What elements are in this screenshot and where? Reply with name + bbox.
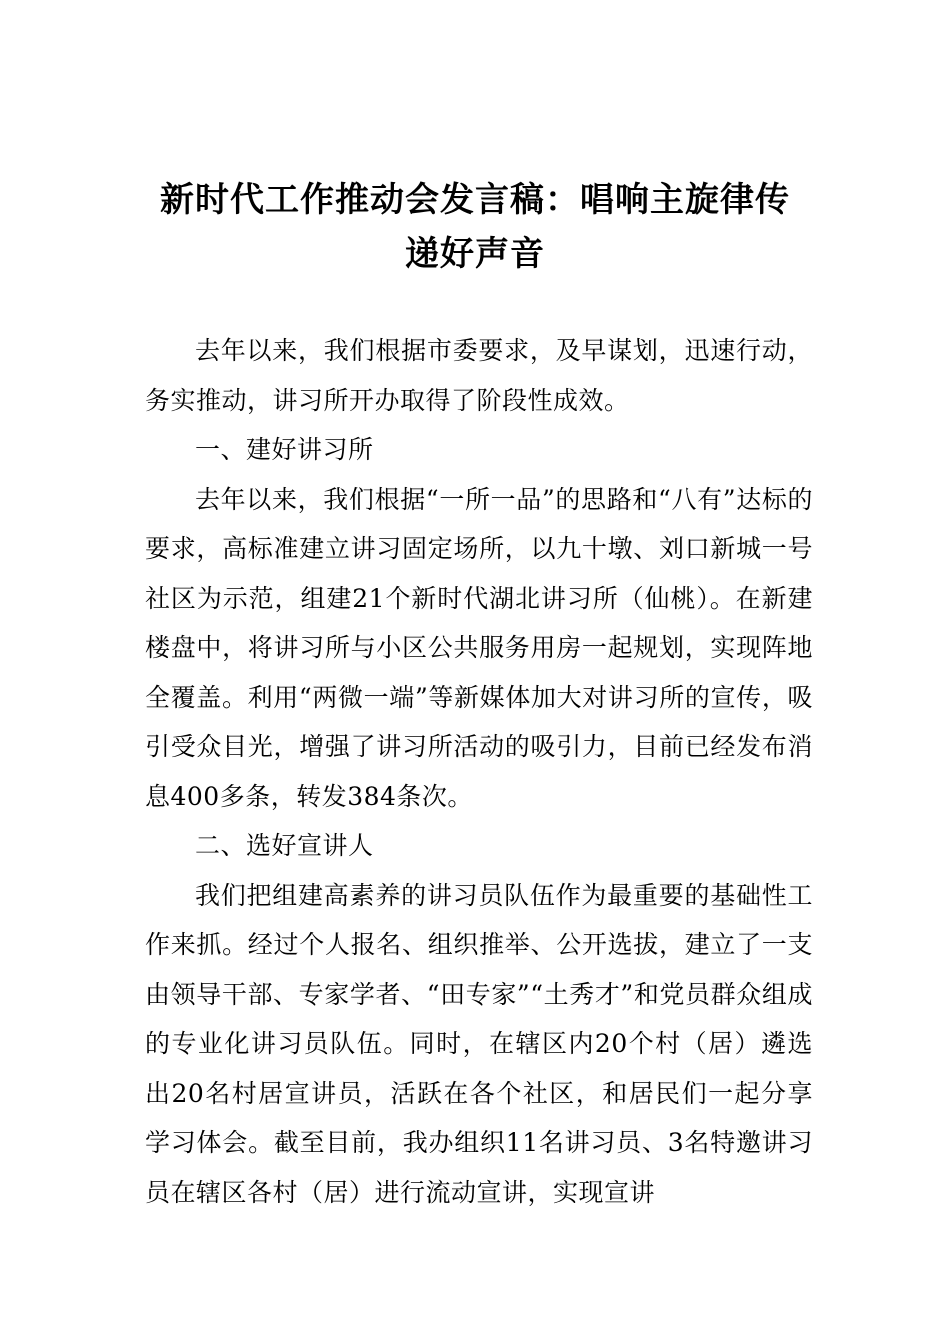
section-1-paragraph: 去年以来，我们根据“一所一品”的思路和“八有”达标的要求，高标准建立讲习固定场所，以九十墩、刘口新城一号社区为示范，组建21个新时代湖北讲习所（仙桃）。在新建楼盘中，将讲习所与小区公共服务用房一起规划，实现阵地全覆盖。利用“两微一端”等新媒体加大对讲习所的宣传，吸引受众目光，增强了讲习所活动的吸引力，目前已经发布消息400多条，转发384条次。 bbox=[145, 484, 814, 811]
section-2-paragraph: 我们把组建高素养的讲习员队伍作为最重要的基础性工作来抓。经过个人报名、组织推举、公开选拔，建立了一支由领导干部、专家学者、“田专家”“土秀才”和党员群众组成的专业化讲习员队伍。同时，在辖区内20个村（居）遴选出20名村居宣讲员，活跃在各个社区，和居民们一起分享学习体会。截至目前，我办组织11名讲习员、3名特邀讲习员在辖区各村（居）进行流动宣讲，实现宣讲 bbox=[145, 880, 813, 1207]
title-line-2: 递好声音 bbox=[405, 234, 545, 274]
intro-paragraph: 去年以来，我们根据市委要求，及早谋划，迅速行动，务实推动，讲习所开办取得了阶段性成效。 bbox=[145, 336, 813, 415]
document-body bbox=[145, 326, 813, 1217]
document-title bbox=[130, 173, 820, 281]
title-line-1: 新时代工作推动会发言稿：唱响主旋律传 bbox=[160, 180, 790, 220]
section-heading-1: 一、建好讲习所 bbox=[195, 435, 374, 464]
section-heading-2: 二、选好宣讲人 bbox=[195, 831, 374, 860]
